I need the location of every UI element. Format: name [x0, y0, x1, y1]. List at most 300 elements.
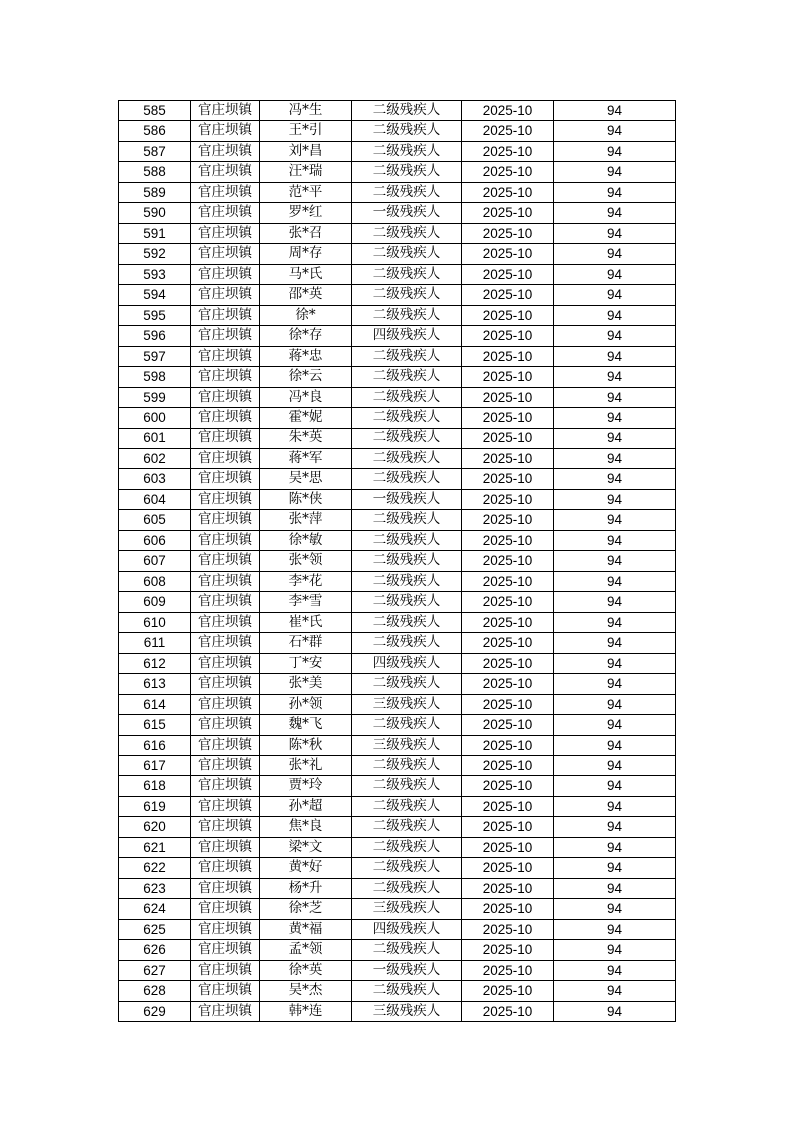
cell-amount: 94 — [554, 674, 676, 694]
cell-amount: 94 — [554, 960, 676, 980]
cell-name: 李*花 — [260, 571, 352, 591]
cell-amount: 94 — [554, 141, 676, 161]
cell-amount: 94 — [554, 182, 676, 202]
table-row — [119, 203, 676, 223]
cell-name: 张*领 — [260, 551, 352, 571]
cell-amount: 94 — [554, 285, 676, 305]
cell-disability-level: 二级残疾人 — [352, 223, 462, 243]
cell-disability-level: 二级残疾人 — [352, 428, 462, 448]
table-row — [119, 837, 676, 857]
cell-number: 616 — [119, 735, 191, 755]
cell-number: 591 — [119, 223, 191, 243]
cell-disability-level: 三级残疾人 — [352, 899, 462, 919]
cell-town: 官庄坝镇 — [191, 162, 260, 182]
cell-name: 冯*生 — [260, 101, 352, 121]
cell-period: 2025-10 — [462, 367, 554, 387]
cell-number: 613 — [119, 674, 191, 694]
cell-disability-level: 二级残疾人 — [352, 592, 462, 612]
cell-period: 2025-10 — [462, 796, 554, 816]
cell-amount: 94 — [554, 919, 676, 939]
table-row — [119, 715, 676, 735]
cell-amount: 94 — [554, 878, 676, 898]
cell-disability-level: 二级残疾人 — [352, 162, 462, 182]
cell-disability-level: 二级残疾人 — [352, 285, 462, 305]
table-row — [119, 571, 676, 591]
cell-disability-level: 二级残疾人 — [352, 101, 462, 121]
cell-number: 618 — [119, 776, 191, 796]
cell-name: 焦*良 — [260, 817, 352, 837]
cell-period: 2025-10 — [462, 162, 554, 182]
cell-number: 611 — [119, 633, 191, 653]
cell-disability-level: 二级残疾人 — [352, 940, 462, 960]
cell-number: 592 — [119, 244, 191, 264]
cell-number: 604 — [119, 489, 191, 509]
cell-period: 2025-10 — [462, 530, 554, 550]
cell-amount: 94 — [554, 837, 676, 857]
cell-amount: 94 — [554, 940, 676, 960]
cell-period: 2025-10 — [462, 858, 554, 878]
cell-number: 603 — [119, 469, 191, 489]
cell-amount: 94 — [554, 530, 676, 550]
cell-period: 2025-10 — [462, 1001, 554, 1021]
cell-number: 624 — [119, 899, 191, 919]
cell-town: 官庄坝镇 — [191, 899, 260, 919]
cell-name: 范*平 — [260, 182, 352, 202]
cell-amount: 94 — [554, 408, 676, 428]
cell-disability-level: 二级残疾人 — [352, 612, 462, 632]
table-row — [119, 346, 676, 366]
cell-period: 2025-10 — [462, 305, 554, 325]
cell-disability-level: 二级残疾人 — [352, 141, 462, 161]
cell-town: 官庄坝镇 — [191, 285, 260, 305]
cell-period: 2025-10 — [462, 612, 554, 632]
cell-number: 602 — [119, 448, 191, 468]
cell-number: 597 — [119, 346, 191, 366]
table-row — [119, 101, 676, 121]
table-row — [119, 899, 676, 919]
cell-number: 622 — [119, 858, 191, 878]
table-row — [119, 448, 676, 468]
subsidy-table — [118, 100, 676, 1022]
cell-name: 吴*杰 — [260, 981, 352, 1001]
cell-disability-level: 二级残疾人 — [352, 510, 462, 530]
cell-period: 2025-10 — [462, 121, 554, 141]
cell-number: 607 — [119, 551, 191, 571]
cell-disability-level: 一级残疾人 — [352, 489, 462, 509]
cell-amount: 94 — [554, 899, 676, 919]
cell-name: 周*存 — [260, 244, 352, 264]
cell-period: 2025-10 — [462, 837, 554, 857]
cell-period: 2025-10 — [462, 756, 554, 776]
cell-amount: 94 — [554, 489, 676, 509]
table-row — [119, 141, 676, 161]
cell-period: 2025-10 — [462, 715, 554, 735]
cell-amount: 94 — [554, 428, 676, 448]
cell-number: 610 — [119, 612, 191, 632]
cell-period: 2025-10 — [462, 428, 554, 448]
cell-amount: 94 — [554, 244, 676, 264]
cell-town: 官庄坝镇 — [191, 367, 260, 387]
cell-number: 621 — [119, 837, 191, 857]
table-row — [119, 367, 676, 387]
table-row — [119, 981, 676, 1001]
table-row — [119, 121, 676, 141]
cell-disability-level: 二级残疾人 — [352, 346, 462, 366]
cell-town: 官庄坝镇 — [191, 878, 260, 898]
cell-name: 冯*良 — [260, 387, 352, 407]
cell-disability-level: 二级残疾人 — [352, 633, 462, 653]
cell-number: 626 — [119, 940, 191, 960]
cell-period: 2025-10 — [462, 653, 554, 673]
cell-period: 2025-10 — [462, 326, 554, 346]
cell-name: 罗*红 — [260, 203, 352, 223]
cell-period: 2025-10 — [462, 878, 554, 898]
cell-town: 官庄坝镇 — [191, 1001, 260, 1021]
cell-number: 599 — [119, 387, 191, 407]
cell-period: 2025-10 — [462, 469, 554, 489]
cell-number: 628 — [119, 981, 191, 1001]
cell-town: 官庄坝镇 — [191, 469, 260, 489]
cell-amount: 94 — [554, 469, 676, 489]
table-row — [119, 408, 676, 428]
cell-disability-level: 二级残疾人 — [352, 530, 462, 550]
cell-name: 蒋*军 — [260, 448, 352, 468]
cell-town: 官庄坝镇 — [191, 592, 260, 612]
cell-amount: 94 — [554, 223, 676, 243]
cell-period: 2025-10 — [462, 203, 554, 223]
cell-number: 629 — [119, 1001, 191, 1021]
cell-name: 徐*芝 — [260, 899, 352, 919]
cell-amount: 94 — [554, 305, 676, 325]
cell-town: 官庄坝镇 — [191, 715, 260, 735]
table-row — [119, 510, 676, 530]
table-row — [119, 960, 676, 980]
cell-town: 官庄坝镇 — [191, 101, 260, 121]
cell-period: 2025-10 — [462, 408, 554, 428]
cell-name: 张*礼 — [260, 756, 352, 776]
cell-disability-level: 四级残疾人 — [352, 326, 462, 346]
cell-name: 张*美 — [260, 674, 352, 694]
cell-town: 官庄坝镇 — [191, 305, 260, 325]
cell-amount: 94 — [554, 592, 676, 612]
cell-name: 蒋*忠 — [260, 346, 352, 366]
cell-amount: 94 — [554, 612, 676, 632]
cell-amount: 94 — [554, 367, 676, 387]
cell-town: 官庄坝镇 — [191, 817, 260, 837]
cell-amount: 94 — [554, 735, 676, 755]
cell-town: 官庄坝镇 — [191, 244, 260, 264]
cell-period: 2025-10 — [462, 776, 554, 796]
cell-number: 619 — [119, 796, 191, 816]
table-row — [119, 162, 676, 182]
cell-amount: 94 — [554, 264, 676, 284]
cell-amount: 94 — [554, 203, 676, 223]
table-row — [119, 551, 676, 571]
cell-amount: 94 — [554, 510, 676, 530]
cell-disability-level: 二级残疾人 — [352, 715, 462, 735]
table-row — [119, 428, 676, 448]
cell-period: 2025-10 — [462, 981, 554, 1001]
cell-amount: 94 — [554, 448, 676, 468]
cell-disability-level: 二级残疾人 — [352, 264, 462, 284]
cell-period: 2025-10 — [462, 551, 554, 571]
cell-period: 2025-10 — [462, 919, 554, 939]
cell-disability-level: 二级残疾人 — [352, 408, 462, 428]
cell-town: 官庄坝镇 — [191, 940, 260, 960]
cell-name: 徐*云 — [260, 367, 352, 387]
cell-name: 张*召 — [260, 223, 352, 243]
table-row — [119, 469, 676, 489]
cell-period: 2025-10 — [462, 960, 554, 980]
cell-disability-level: 二级残疾人 — [352, 571, 462, 591]
cell-disability-level: 三级残疾人 — [352, 1001, 462, 1021]
cell-disability-level: 二级残疾人 — [352, 551, 462, 571]
cell-number: 590 — [119, 203, 191, 223]
cell-period: 2025-10 — [462, 285, 554, 305]
table-row — [119, 530, 676, 550]
cell-number: 600 — [119, 408, 191, 428]
cell-disability-level: 二级残疾人 — [352, 674, 462, 694]
cell-disability-level: 二级残疾人 — [352, 387, 462, 407]
table-row — [119, 633, 676, 653]
cell-town: 官庄坝镇 — [191, 326, 260, 346]
cell-town: 官庄坝镇 — [191, 203, 260, 223]
cell-name: 霍*妮 — [260, 408, 352, 428]
table-row — [119, 264, 676, 284]
cell-town: 官庄坝镇 — [191, 489, 260, 509]
cell-town: 官庄坝镇 — [191, 653, 260, 673]
cell-amount: 94 — [554, 858, 676, 878]
cell-amount: 94 — [554, 162, 676, 182]
cell-name: 韩*连 — [260, 1001, 352, 1021]
cell-disability-level: 二级残疾人 — [352, 858, 462, 878]
cell-number: 605 — [119, 510, 191, 530]
cell-name: 石*群 — [260, 633, 352, 653]
cell-number: 617 — [119, 756, 191, 776]
cell-name: 张*萍 — [260, 510, 352, 530]
table-row — [119, 223, 676, 243]
cell-name: 黄*福 — [260, 919, 352, 939]
cell-period: 2025-10 — [462, 735, 554, 755]
cell-disability-level: 二级残疾人 — [352, 776, 462, 796]
cell-number: 587 — [119, 141, 191, 161]
cell-name: 徐* — [260, 305, 352, 325]
cell-town: 官庄坝镇 — [191, 796, 260, 816]
cell-name: 孟*领 — [260, 940, 352, 960]
cell-town: 官庄坝镇 — [191, 756, 260, 776]
cell-period: 2025-10 — [462, 674, 554, 694]
cell-name: 马*氏 — [260, 264, 352, 284]
cell-amount: 94 — [554, 653, 676, 673]
table-row — [119, 592, 676, 612]
cell-amount: 94 — [554, 796, 676, 816]
cell-amount: 94 — [554, 346, 676, 366]
cell-town: 官庄坝镇 — [191, 837, 260, 857]
cell-period: 2025-10 — [462, 899, 554, 919]
cell-town: 官庄坝镇 — [191, 919, 260, 939]
cell-number: 620 — [119, 817, 191, 837]
cell-town: 官庄坝镇 — [191, 387, 260, 407]
cell-town: 官庄坝镇 — [191, 346, 260, 366]
cell-period: 2025-10 — [462, 592, 554, 612]
cell-disability-level: 二级残疾人 — [352, 837, 462, 857]
cell-name: 徐*存 — [260, 326, 352, 346]
cell-town: 官庄坝镇 — [191, 428, 260, 448]
cell-town: 官庄坝镇 — [191, 121, 260, 141]
cell-number: 588 — [119, 162, 191, 182]
table-row — [119, 735, 676, 755]
cell-amount: 94 — [554, 1001, 676, 1021]
cell-number: 612 — [119, 653, 191, 673]
cell-name: 崔*氏 — [260, 612, 352, 632]
cell-number: 586 — [119, 121, 191, 141]
cell-period: 2025-10 — [462, 817, 554, 837]
cell-period: 2025-10 — [462, 940, 554, 960]
cell-town: 官庄坝镇 — [191, 735, 260, 755]
cell-town: 官庄坝镇 — [191, 858, 260, 878]
cell-town: 官庄坝镇 — [191, 551, 260, 571]
cell-disability-level: 二级残疾人 — [352, 817, 462, 837]
cell-name: 黄*好 — [260, 858, 352, 878]
table-row — [119, 694, 676, 714]
cell-period: 2025-10 — [462, 571, 554, 591]
cell-number: 609 — [119, 592, 191, 612]
table-row — [119, 244, 676, 264]
cell-period: 2025-10 — [462, 489, 554, 509]
table-row — [119, 756, 676, 776]
cell-disability-level: 二级残疾人 — [352, 305, 462, 325]
table-row — [119, 182, 676, 202]
cell-disability-level: 二级残疾人 — [352, 367, 462, 387]
cell-amount: 94 — [554, 776, 676, 796]
cell-amount: 94 — [554, 817, 676, 837]
cell-disability-level: 二级残疾人 — [352, 244, 462, 264]
cell-period: 2025-10 — [462, 182, 554, 202]
cell-amount: 94 — [554, 387, 676, 407]
cell-number: 608 — [119, 571, 191, 591]
cell-name: 李*雪 — [260, 592, 352, 612]
cell-number: 623 — [119, 878, 191, 898]
cell-disability-level: 一级残疾人 — [352, 960, 462, 980]
cell-number: 595 — [119, 305, 191, 325]
cell-name: 丁*安 — [260, 653, 352, 673]
cell-number: 615 — [119, 715, 191, 735]
cell-amount: 94 — [554, 756, 676, 776]
cell-number: 606 — [119, 530, 191, 550]
table-row — [119, 940, 676, 960]
cell-number: 594 — [119, 285, 191, 305]
cell-name: 朱*英 — [260, 428, 352, 448]
cell-town: 官庄坝镇 — [191, 694, 260, 714]
table-row — [119, 858, 676, 878]
cell-name: 孙*超 — [260, 796, 352, 816]
cell-name: 魏*飞 — [260, 715, 352, 735]
cell-name: 孙*领 — [260, 694, 352, 714]
table-row — [119, 305, 676, 325]
cell-town: 官庄坝镇 — [191, 612, 260, 632]
cell-period: 2025-10 — [462, 223, 554, 243]
cell-disability-level: 二级残疾人 — [352, 448, 462, 468]
table-row — [119, 387, 676, 407]
cell-name: 汪*瑞 — [260, 162, 352, 182]
table-row — [119, 612, 676, 632]
cell-amount: 94 — [554, 571, 676, 591]
cell-amount: 94 — [554, 715, 676, 735]
cell-number: 589 — [119, 182, 191, 202]
cell-town: 官庄坝镇 — [191, 571, 260, 591]
cell-disability-level: 一级残疾人 — [352, 203, 462, 223]
cell-disability-level: 三级残疾人 — [352, 694, 462, 714]
cell-number: 593 — [119, 264, 191, 284]
cell-name: 徐*英 — [260, 960, 352, 980]
cell-amount: 94 — [554, 101, 676, 121]
cell-period: 2025-10 — [462, 346, 554, 366]
cell-town: 官庄坝镇 — [191, 223, 260, 243]
cell-name: 刘*昌 — [260, 141, 352, 161]
cell-name: 梁*文 — [260, 837, 352, 857]
cell-disability-level: 二级残疾人 — [352, 796, 462, 816]
table-row — [119, 1001, 676, 1021]
cell-name: 吴*思 — [260, 469, 352, 489]
cell-disability-level: 二级残疾人 — [352, 878, 462, 898]
cell-disability-level: 三级残疾人 — [352, 735, 462, 755]
cell-town: 官庄坝镇 — [191, 264, 260, 284]
cell-town: 官庄坝镇 — [191, 633, 260, 653]
cell-town: 官庄坝镇 — [191, 408, 260, 428]
cell-number: 598 — [119, 367, 191, 387]
cell-disability-level: 四级残疾人 — [352, 653, 462, 673]
cell-period: 2025-10 — [462, 101, 554, 121]
cell-name: 王*引 — [260, 121, 352, 141]
cell-amount: 94 — [554, 633, 676, 653]
table-row — [119, 653, 676, 673]
table-row — [119, 326, 676, 346]
table-row — [119, 878, 676, 898]
cell-period: 2025-10 — [462, 448, 554, 468]
cell-period: 2025-10 — [462, 141, 554, 161]
cell-disability-level: 二级残疾人 — [352, 469, 462, 489]
table-row — [119, 776, 676, 796]
cell-name: 陈*侠 — [260, 489, 352, 509]
table-row — [119, 817, 676, 837]
table-row — [119, 285, 676, 305]
cell-name: 杨*升 — [260, 878, 352, 898]
table-body — [119, 101, 676, 1022]
cell-period: 2025-10 — [462, 694, 554, 714]
cell-period: 2025-10 — [462, 387, 554, 407]
cell-town: 官庄坝镇 — [191, 530, 260, 550]
cell-number: 585 — [119, 101, 191, 121]
cell-number: 627 — [119, 960, 191, 980]
cell-disability-level: 四级残疾人 — [352, 919, 462, 939]
cell-name: 邵*英 — [260, 285, 352, 305]
cell-name: 徐*敏 — [260, 530, 352, 550]
cell-amount: 94 — [554, 326, 676, 346]
cell-amount: 94 — [554, 121, 676, 141]
cell-town: 官庄坝镇 — [191, 981, 260, 1001]
cell-town: 官庄坝镇 — [191, 776, 260, 796]
cell-town: 官庄坝镇 — [191, 960, 260, 980]
cell-disability-level: 二级残疾人 — [352, 121, 462, 141]
cell-number: 614 — [119, 694, 191, 714]
cell-town: 官庄坝镇 — [191, 510, 260, 530]
cell-number: 596 — [119, 326, 191, 346]
cell-period: 2025-10 — [462, 244, 554, 264]
cell-disability-level: 二级残疾人 — [352, 756, 462, 776]
cell-number: 601 — [119, 428, 191, 448]
cell-amount: 94 — [554, 981, 676, 1001]
cell-town: 官庄坝镇 — [191, 141, 260, 161]
